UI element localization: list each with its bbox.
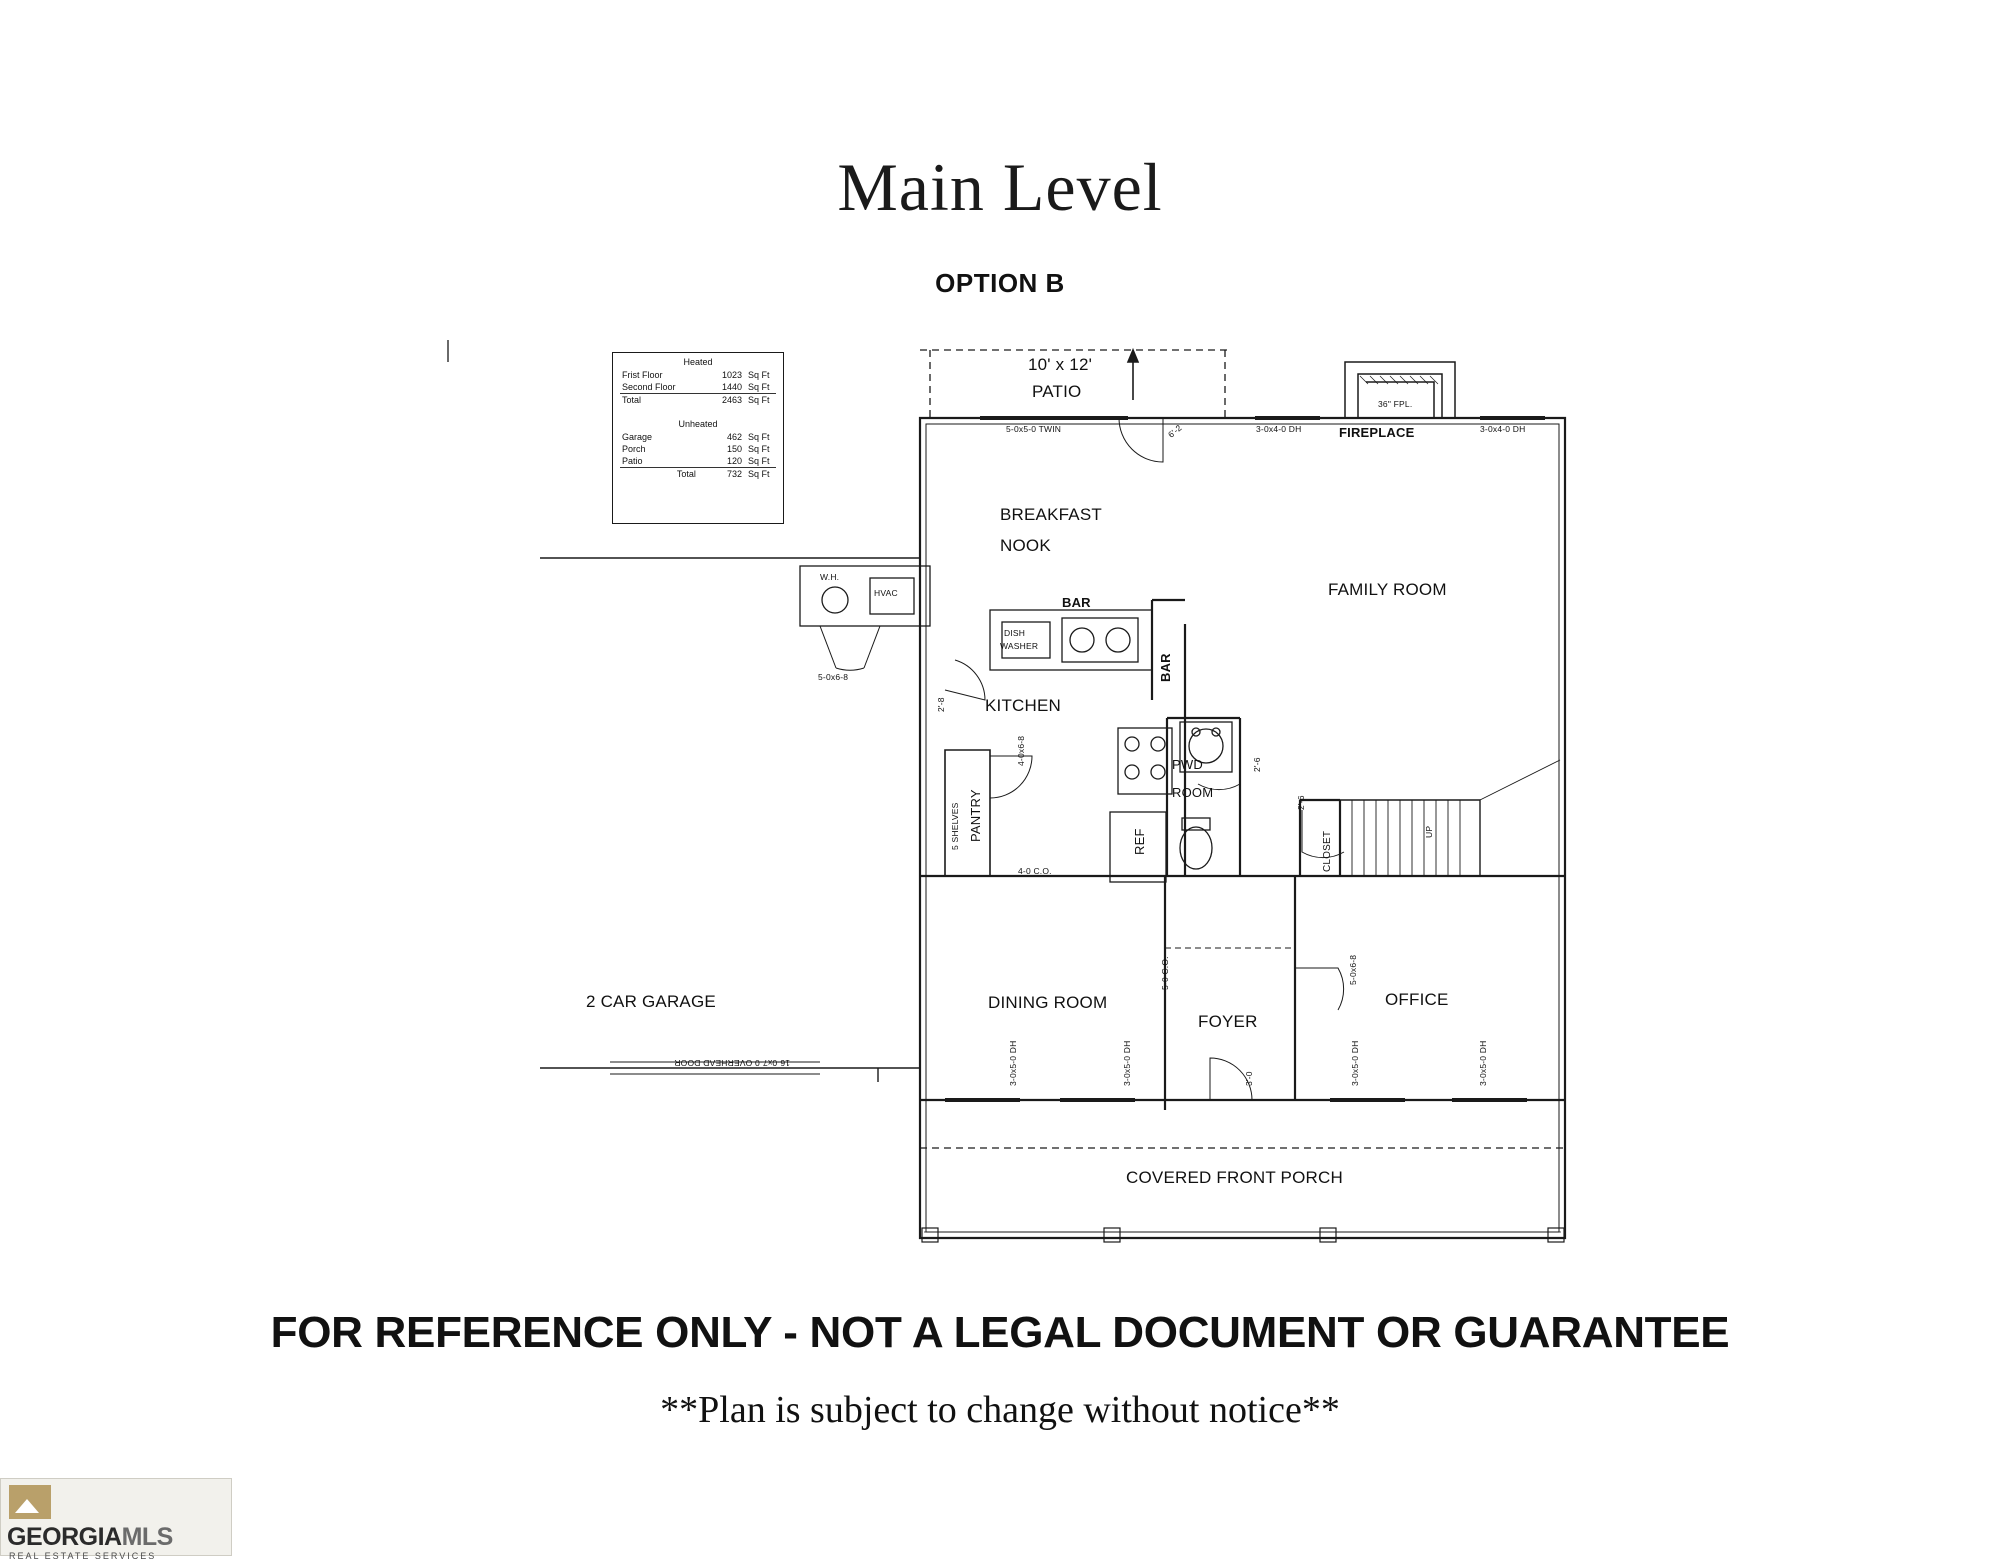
row-unit: Sq Ft <box>746 394 776 407</box>
pantry-label: PANTRY <box>968 789 983 842</box>
foyer-label: FOYER <box>1198 1012 1258 1031</box>
table-row <box>620 443 776 455</box>
row-value: 462 <box>726 432 742 442</box>
dim-office-window-1: 3-0x5-0 DH <box>1350 1040 1360 1086</box>
dim-office-door: 5-0x6-8 <box>1348 954 1358 985</box>
option-label: OPTION B <box>935 268 1065 298</box>
disclaimer-text: FOR REFERENCE ONLY - NOT A LEGAL DOCUMENT OR GUARANTEE <box>270 1308 1730 1357</box>
dim-office-window-2: 3-0x5-0 DH <box>1478 1040 1488 1086</box>
dim-pantry-door: 4-0x6-8 <box>1016 735 1026 766</box>
breakfast-nook-label-line2: NOOK <box>1000 536 1051 555</box>
area-summary-table <box>612 352 784 524</box>
dim-closet-door: 2'-6 <box>1296 795 1306 810</box>
office-label: OFFICE <box>1385 990 1449 1009</box>
logo-tagline: REAL ESTATE SERVICES <box>9 1551 157 1561</box>
row-value: 1023 <box>721 370 742 380</box>
dim-kitchen-door: 2'-8 <box>936 697 946 712</box>
row-label: Garage <box>622 432 653 442</box>
dim-dining-cased-opening: 5-0 C.O. <box>1160 956 1170 990</box>
dim-front-door: 3'-0 <box>1244 1071 1254 1086</box>
table-row <box>620 455 776 468</box>
table-row <box>620 369 776 381</box>
dining-room-label: DINING ROOM <box>988 993 1108 1012</box>
row-label: Patio <box>622 456 643 466</box>
row-label: Porch <box>622 444 646 454</box>
dim-pwd-door: 2'-6 <box>1252 757 1262 772</box>
water-heater-label: W.H. <box>820 572 840 582</box>
hvac-label: HVAC <box>874 588 898 598</box>
dim-dining-window-1: 3-0x5-0 DH <box>1008 1040 1018 1086</box>
pwd-room-label-line1: PWD <box>1172 757 1203 772</box>
dim-dining-window-2: 3-0x5-0 DH <box>1122 1040 1132 1086</box>
dim-overhead-door: 16-0x7-0 OVERHEAD DOOR <box>674 1058 790 1068</box>
page-title: Main Level <box>837 149 1163 225</box>
row-unit: Sq Ft <box>748 370 770 380</box>
dishwasher-label-line2: WASHER <box>1000 641 1039 651</box>
fireplace-spec-label: 36" FPL. <box>1378 399 1413 409</box>
family-room-label: FAMILY ROOM <box>1328 580 1447 599</box>
covered-front-porch-label: COVERED FRONT PORCH <box>1126 1168 1343 1187</box>
row-label: Frist Floor <box>622 370 663 380</box>
dishwasher-label-line1: DISH <box>1004 628 1026 638</box>
table-row <box>620 381 776 394</box>
breakfast-nook-label-line1: BREAKFAST <box>1000 505 1102 524</box>
bar-label-vertical: BAR <box>1158 653 1173 682</box>
pwd-room-label-line2: ROOM <box>1172 785 1214 800</box>
row-value: 2463 <box>707 394 746 407</box>
row-label: Total <box>620 394 707 407</box>
row-value: 120 <box>726 456 742 466</box>
heated-header: Heated <box>683 357 713 367</box>
row-unit: Sq Ft <box>748 444 770 454</box>
dim-family-window-left: 3-0x4-0 DH <box>1256 424 1302 434</box>
row-unit: Sq Ft <box>748 382 770 392</box>
bar-label-top: BAR <box>1062 595 1091 610</box>
georgia-mls-logo <box>0 1478 232 1561</box>
garage-label: 2 CAR GARAGE <box>586 992 716 1011</box>
dim-kitchen-cased-opening: 4-0 C.O. <box>1018 866 1052 876</box>
row-unit: Sq Ft <box>748 432 770 442</box>
table-row <box>620 431 776 443</box>
dim-patio-door: 5-0x5-0 TWIN <box>1006 424 1062 434</box>
row-unit: Sq Ft <box>746 468 776 481</box>
logo-wordmark: GEORGIAMLS <box>7 1523 173 1551</box>
dim-nook-door: 6'-2 <box>1166 422 1184 440</box>
row-value: 732 <box>698 468 746 481</box>
kitchen-label: KITCHEN <box>985 696 1062 715</box>
unheated-header: Unheated <box>678 419 718 429</box>
dim-garage-entry: 5-0x6-8 <box>818 672 849 682</box>
row-value: 150 <box>726 444 742 454</box>
patio-size-label: 10' x 12' <box>1028 355 1093 374</box>
house-roof-icon <box>9 1485 51 1519</box>
row-unit: Sq Ft <box>748 456 770 466</box>
refrigerator-label: REF <box>1132 828 1147 855</box>
heated-table <box>620 369 776 415</box>
stairs-up-label: UP <box>1424 825 1434 838</box>
table-row-total <box>620 394 776 407</box>
dim-family-window-right: 3-0x4-0 DH <box>1480 424 1526 434</box>
closet-label: CLOSET <box>1322 830 1333 872</box>
pantry-shelves-label: 5 SHELVES <box>950 802 960 850</box>
patio-label: PATIO <box>1032 382 1082 401</box>
subdisclaimer-text: **Plan is subject to change without notice** <box>660 1389 1340 1431</box>
row-value: 1440 <box>721 382 742 392</box>
table-row-total <box>620 468 776 481</box>
row-label: Second Floor <box>622 382 676 392</box>
row-label: Total <box>620 468 698 481</box>
fireplace-label: FIREPLACE <box>1339 425 1415 440</box>
unheated-table <box>620 431 776 480</box>
